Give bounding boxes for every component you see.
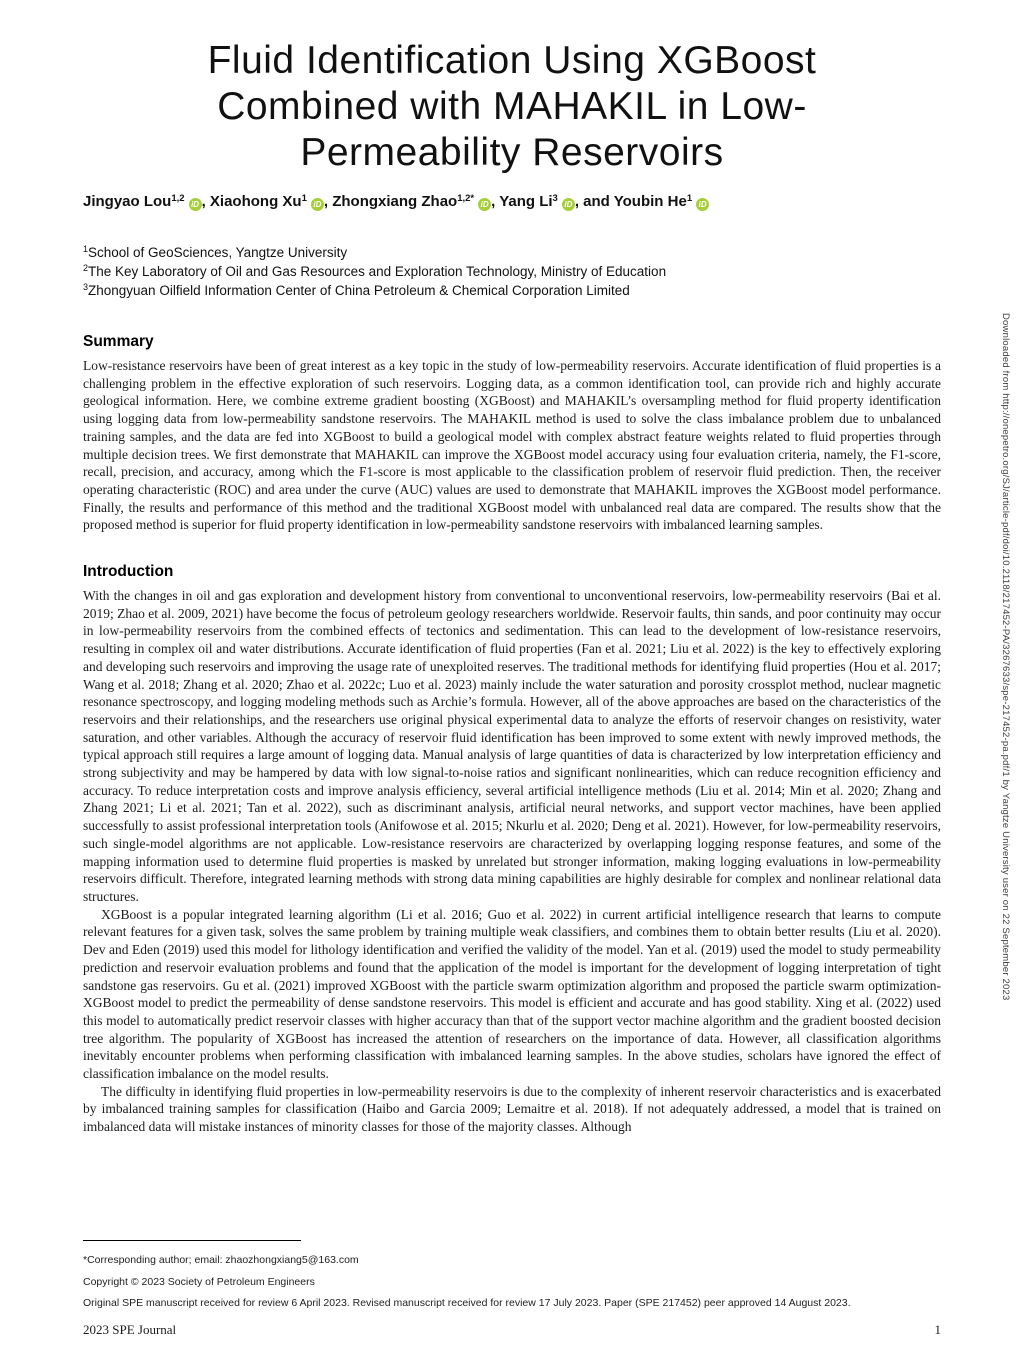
summary-section xyxy=(83,333,941,534)
author-name: Xiaohong Xu xyxy=(209,193,302,210)
introduction-paragraph: XGBoost is a popular integrated learning algorithm (Li et al. 2016; Guo et al. 2022) in current artificial intelligence research that learns to compute relevant features for a given task, solves the same problem by training multiple weak classifiers, and combines them to obtain better results (Liu et al. 2020). Dev and Eden (2019) used this model for lithology identification and verified the validity of the model. Yan et al. (2019) used the model to study permeability prediction and reservoir evaluation problems and found that the application of the model is important for the development of logging interpretation of tight sandstone gas reservoirs. Gu et al. (2021) improved XGBoost with the particle swarm optimization algorithm and proposed the particle swarm optimization-XGBoost model to predict the permeability of dense sandstone reservoirs. This model is efficient and accurate and has good stability. Xing et al. (2022) used this model to automatically predict reservoir classes with higher accuracy than that of the support vector machine algorithm and the gradient boosted decision tree algorithm. The popularity of XGBoost has increased the attention of researchers on the importance of data. However, all classification algorithms inevitably encounter problems when performing classification with imbalanced learning samples. In the above studies, scholars have ignored the effect of classification imbalance on the model results. xyxy=(83,906,941,1082)
affiliation-text: School of GeoSciences, Yangtze University xyxy=(88,245,348,260)
journal-name: 2023 SPE Journal xyxy=(83,1322,177,1337)
affiliation-sup: 3 xyxy=(83,282,89,292)
summary-paragraph: Low-resistance reservoirs have been of great interest as a key topic in the study of low-permeability reservoirs. Accurate identification of fluid properties is a challenging problem in the effective exploration of such reservoirs. Logging data, as a common identification tool, can provide rich and highly accurate geological information. Here, we combine extreme gradient boosting (XGBoost) and MAHAKIL’s oversampling method for fluid property identification using logging data from low-permeability sandstone reservoirs. The MAHAKIL method is used to solve the class imbalance problem due to unbalanced training samples, and the data are fed into XGBoost to build a geological model with complex abstract feature weights related to fluid properties through multiple decision trees. We first demonstrate that MAHAKIL can improve the XGBoost model accuracy using four evaluation criteria, namely, the F1-score, recall, precision, and accuracy, among which the F1-score is most applicable to the classification problem of reservoir fluid prediction. Then, the receiver operating characteristic (ROC) and area under the curve (AUC) values are used to demonstrate that MAHAKIL improves the XGBoost model performance. Finally, the results and performance of this method and the traditional XGBoost model with unbalanced real data are compared. The results show that the proposed method is superior for fluid property identification in low-permeability sandstone reservoirs with imbalanced learning samples. xyxy=(83,358,941,533)
affiliations xyxy=(83,243,941,300)
affiliation-line xyxy=(83,281,941,300)
author-affil-sup: 1,2* xyxy=(457,193,475,204)
orcid-icon: iD xyxy=(189,198,202,211)
title-line-3: Permeability Reservoirs xyxy=(300,131,724,174)
author-affil-sup: 1 xyxy=(301,193,307,204)
title-line-2: Combined with MAHAKIL in Low- xyxy=(217,85,807,128)
author-separator: , xyxy=(323,193,333,210)
page-footer xyxy=(83,1322,941,1338)
author-separator: , xyxy=(491,193,500,210)
affiliation-sup: 2 xyxy=(83,263,89,273)
author-name: Jingyao Lou xyxy=(83,193,172,210)
summary-heading: Summary xyxy=(83,333,154,350)
orcid-icon: iD xyxy=(478,198,491,211)
page-title xyxy=(83,38,941,176)
download-watermark: Downloaded from http://onepetro.org/SJ/article-pdf/doi/10.2118/217452-PA/3267633/spe-217452-pa.pdf/1 by Yangtze University user on 22 September 2023 xyxy=(1000,313,1011,1001)
orcid-icon: iD xyxy=(562,198,575,211)
affiliation-line xyxy=(83,243,941,262)
author-affil-sup: 1,2 xyxy=(171,193,185,204)
manuscript-history-note: Original SPE manuscript received for review 6 April 2023. Revised manuscript received for review 17 July 2023. Paper (SPE 217452) peer approved 14 August 2023. xyxy=(83,1297,851,1309)
author-affil-sup: 3 xyxy=(552,193,558,204)
corresponding-author-note: *Corresponding author; email: zhaozhongxiang5@163.com xyxy=(83,1254,359,1266)
author-separator: , xyxy=(201,193,210,210)
author-name: Yang Li xyxy=(499,193,553,210)
affiliation-text: Zhongyuan Oilfield Information Center of China Petroleum & Chemical Corporation Limited xyxy=(88,283,630,298)
introduction-paragraph: The difficulty in identifying fluid properties in low-permeability reservoirs is due to the complexity of inherent reservoir characteristics and is exacerbated by imbalanced training samples for classification (Haibo and Garcia 2009; Lemaitre et al. 2018). If not adequately addressed, a model that is trained on imbalanced data will mistake instances of minority classes for those of the majority classes. Although xyxy=(83,1083,941,1135)
author-affil-sup: 1 xyxy=(686,193,693,204)
orcid-icon: iD xyxy=(696,198,709,211)
page-content xyxy=(83,0,941,1136)
affiliation-text: The Key Laboratory of Oil and Gas Resources and Exploration Technology, Ministry of Education xyxy=(88,264,667,279)
affiliation-line xyxy=(83,262,941,281)
author-name: Zhongxiang Zhao xyxy=(332,193,458,210)
introduction-paragraph: With the changes in oil and gas exploration and development history from conventional to unconventional reservoirs, low-permeability reservoirs (Bai et al. 2019; Zhao et al. 2009, 2021) have become the focus of petroleum geology researchers worldwide. Reservoir faults, thin sands, and poor continuity may occur in low-permeability reservoirs from the combined effects of tectonics and sedimentation. This can lead to the development of low-resistance reservoirs, resulting in complex oil and water distributions. Accurate identification of fluid properties (Fan et al. 2021; Liu et al. 2022) is the key to effectively exploring and developing such reservoirs and improving the usage rate of unexploited reserves. The traditional methods for identifying fluid properties (Hou et al. 2017; Wang et al. 2018; Zhang et al. 2020; Zhao et al. 2022c; Luo et al. 2023) mainly include the water saturation and porosity crossplot method, nuclear magnetic resonance spectroscopy, and logging modeling methods such as Archie’s formula. However, all of the above approaches are based on the characteristics of the reservoirs and their relationships, and the researchers use original physical experimental data to analyze the efforts of reservoir changes on resistivity, water saturation, and other variables. Although the accuracy of reservoir fluid identification has been improved to some extent with newly improved methods, the typical approach still requires a large amount of logging data. Manual analysis of large quantities of data is characterized by low interpretation efficiency and strong subjectivity and may be hampered by data with low signal-to-noise ratios and significant nonlinearities, which can reduce recognition efficiency and accuracy. To reduce interpretation costs and improve analysis efficiency, several artificial intelligence methods (Liu et al. 2014; Min et al. 2020; Zhang and Zhang 2021; Li et al. 2021; Tan et al. 2022), such as discriminant analysis, artificial neural networks, and support vector machines, have been applied successfully to assist professional interpretation tools (Anifowose et al. 2015; Nkurlu et al. 2020; Deng et al. 2021). However, for low-permeability reservoirs, such single-model algorithms are not applicable. Low-resistance reservoirs are characterized by overlapping logging response features, and some of the mapping information used to determine fluid properties is masked by unrelated but stronger information, making logging evaluations in low-permeability reservoirs difficult. Therefore, integrated learning methods with strong data mining capabilities are highly desirable for complex and nonlinear relational data structures. xyxy=(83,588,941,904)
affiliation-sup: 1 xyxy=(83,244,89,254)
footnote-divider xyxy=(83,1240,301,1241)
author-name: Youbin He xyxy=(613,193,687,210)
introduction-section xyxy=(83,563,941,1136)
author-byline xyxy=(83,192,941,212)
title-line-1: Fluid Identification Using XGBoost xyxy=(207,39,817,82)
copyright-note: Copyright © 2023 Society of Petroleum Engineers xyxy=(83,1275,315,1288)
orcid-icon: iD xyxy=(311,198,324,211)
author-separator: , and xyxy=(574,193,614,210)
footnotes xyxy=(83,1240,941,1319)
introduction-heading: Introduction xyxy=(83,563,174,581)
page-number: 1 xyxy=(934,1322,941,1337)
